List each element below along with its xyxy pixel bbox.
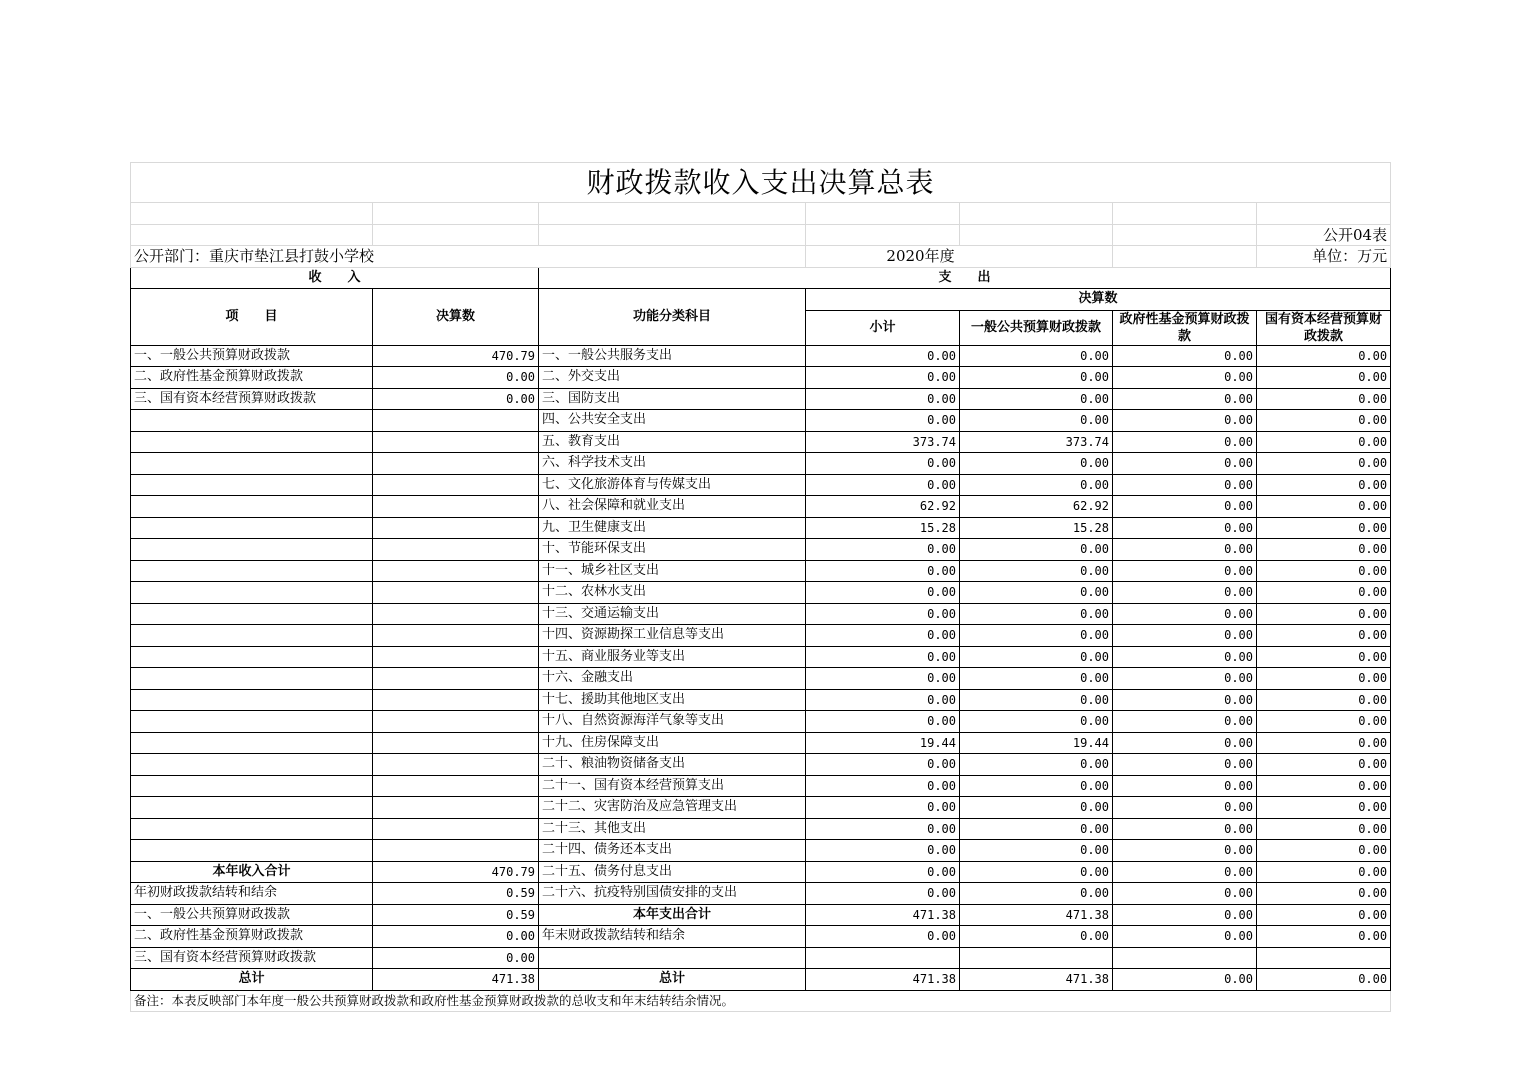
expense-subject-cell: 七、文化旅游体育与传媒支出 xyxy=(539,474,806,496)
income-amount-cell xyxy=(373,582,539,604)
state-capital-cell: 0.00 xyxy=(1257,668,1391,690)
state-capital-cell: 0.00 xyxy=(1257,539,1391,561)
state-capital-cell: 0.00 xyxy=(1257,904,1391,926)
subtotal-cell: 0.00 xyxy=(806,883,960,905)
general-budget-cell: 0.00 xyxy=(960,775,1113,797)
expense-subject-cell: 一、一般公共服务支出 xyxy=(539,345,806,367)
general-budget-header: 一般公共预算财政拨款 xyxy=(960,310,1113,345)
expense-subject-cell: 十一、城乡社区支出 xyxy=(539,560,806,582)
state-capital-cell: 0.00 xyxy=(1257,560,1391,582)
general-budget-cell: 0.00 xyxy=(960,388,1113,410)
income-amount-cell: 0.59 xyxy=(373,904,539,926)
income-item-cell xyxy=(131,775,373,797)
income-amount-cell xyxy=(373,431,539,453)
income-amount-cell: 0.00 xyxy=(373,926,539,948)
income-amount-cell xyxy=(373,517,539,539)
table-row xyxy=(131,603,1391,625)
state-capital-cell: 0.00 xyxy=(1257,625,1391,647)
general-budget-cell: 0.00 xyxy=(960,883,1113,905)
income-amount-cell: 0.00 xyxy=(373,367,539,389)
table-row xyxy=(131,517,1391,539)
general-budget-cell: 373.74 xyxy=(960,431,1113,453)
income-amount-cell xyxy=(373,539,539,561)
general-budget-cell: 0.00 xyxy=(960,754,1113,776)
table-row xyxy=(131,754,1391,776)
general-budget-cell: 0.00 xyxy=(960,668,1113,690)
subtotal-cell: 0.00 xyxy=(806,453,960,475)
general-budget-cell: 15.28 xyxy=(960,517,1113,539)
subtotal-cell: 0.00 xyxy=(806,818,960,840)
gov-fund-cell: 0.00 xyxy=(1113,732,1257,754)
state-capital-cell: 0.00 xyxy=(1257,474,1391,496)
table-row xyxy=(131,775,1391,797)
expense-subject-cell: 五、教育支出 xyxy=(539,431,806,453)
income-amount-cell: 0.00 xyxy=(373,388,539,410)
income-item-cell: 总计 xyxy=(131,969,373,991)
income-item-cell xyxy=(131,711,373,733)
gov-fund-header: 政府性基金预算财政拨款 xyxy=(1113,310,1257,345)
state-capital-cell: 0.00 xyxy=(1257,582,1391,604)
income-amount-cell: 470.79 xyxy=(373,345,539,367)
income-item-cell xyxy=(131,431,373,453)
general-budget-cell: 0.00 xyxy=(960,646,1113,668)
expense-subject-cell: 六、科学技术支出 xyxy=(539,453,806,475)
general-budget-cell: 0.00 xyxy=(960,367,1113,389)
subtotal-cell: 0.00 xyxy=(806,625,960,647)
gov-fund-cell xyxy=(1113,947,1257,969)
state-capital-cell: 0.00 xyxy=(1257,646,1391,668)
general-budget-cell: 0.00 xyxy=(960,560,1113,582)
general-budget-cell: 62.92 xyxy=(960,496,1113,518)
expense-subject-cell: 二十一、国有资本经营预算支出 xyxy=(539,775,806,797)
income-item-cell xyxy=(131,560,373,582)
expense-subject-cell: 十三、交通运输支出 xyxy=(539,603,806,625)
subtotal-cell: 0.00 xyxy=(806,711,960,733)
subtotal-cell: 0.00 xyxy=(806,582,960,604)
income-item-cell: 年初财政拨款结转和结余 xyxy=(131,883,373,905)
income-item-cell xyxy=(131,625,373,647)
final-amount-header: 决算数 xyxy=(806,289,1391,311)
income-amount-cell xyxy=(373,646,539,668)
table-row xyxy=(131,453,1391,475)
state-capital-cell: 0.00 xyxy=(1257,883,1391,905)
income-item-cell xyxy=(131,582,373,604)
gov-fund-cell: 0.00 xyxy=(1113,582,1257,604)
income-item-cell xyxy=(131,539,373,561)
state-capital-header: 国有资本经营预算财政拨款 xyxy=(1257,310,1391,345)
general-budget-cell xyxy=(960,947,1113,969)
state-capital-cell: 0.00 xyxy=(1257,926,1391,948)
state-capital-cell: 0.00 xyxy=(1257,711,1391,733)
expense-subject-cell: 八、社会保障和就业支出 xyxy=(539,496,806,518)
gov-fund-cell: 0.00 xyxy=(1113,926,1257,948)
table-row xyxy=(131,732,1391,754)
income-item-cell xyxy=(131,818,373,840)
income-amount-cell xyxy=(373,711,539,733)
general-budget-cell: 0.00 xyxy=(960,861,1113,883)
final-accounts-table xyxy=(130,162,1391,1012)
table-row xyxy=(131,496,1391,518)
table-row xyxy=(131,560,1391,582)
state-capital-cell: 0.00 xyxy=(1257,388,1391,410)
state-capital-cell: 0.00 xyxy=(1257,496,1391,518)
form-code: 公开04表 xyxy=(1257,224,1391,246)
general-budget-cell: 0.00 xyxy=(960,689,1113,711)
state-capital-cell: 0.00 xyxy=(1257,797,1391,819)
income-item-cell: 二、政府性基金预算财政拨款 xyxy=(131,367,373,389)
gov-fund-cell: 0.00 xyxy=(1113,539,1257,561)
gov-fund-cell: 0.00 xyxy=(1113,711,1257,733)
expense-subject-cell: 十、节能环保支出 xyxy=(539,539,806,561)
income-item-cell: 二、政府性基金预算财政拨款 xyxy=(131,926,373,948)
table-row xyxy=(131,668,1391,690)
subtotal-cell: 471.38 xyxy=(806,904,960,926)
expense-subject-cell: 十六、金融支出 xyxy=(539,668,806,690)
department-label: 公开部门：重庆市垫江县打鼓小学校 xyxy=(131,246,806,268)
table-row xyxy=(131,883,1391,905)
general-budget-cell: 0.00 xyxy=(960,410,1113,432)
income-amount-cell xyxy=(373,560,539,582)
expense-subject-cell: 九、卫生健康支出 xyxy=(539,517,806,539)
expense-subject-cell: 十二、农林水支出 xyxy=(539,582,806,604)
income-item-cell xyxy=(131,732,373,754)
state-capital-cell: 0.00 xyxy=(1257,410,1391,432)
expense-subject-cell: 四、公共安全支出 xyxy=(539,410,806,432)
income-item-cell xyxy=(131,474,373,496)
subtotal-cell: 0.00 xyxy=(806,474,960,496)
gov-fund-cell: 0.00 xyxy=(1113,646,1257,668)
gov-fund-cell: 0.00 xyxy=(1113,474,1257,496)
general-budget-cell: 0.00 xyxy=(960,345,1113,367)
gov-fund-cell: 0.00 xyxy=(1113,388,1257,410)
expense-subject-cell xyxy=(539,947,806,969)
gov-fund-cell: 0.00 xyxy=(1113,818,1257,840)
income-item-cell: 本年收入合计 xyxy=(131,861,373,883)
income-amount-cell xyxy=(373,453,539,475)
income-item-cell xyxy=(131,689,373,711)
general-budget-cell: 0.00 xyxy=(960,818,1113,840)
income-header: 收 入 xyxy=(131,267,539,289)
subtotal-cell: 0.00 xyxy=(806,560,960,582)
table-row xyxy=(131,904,1391,926)
subtotal-cell: 0.00 xyxy=(806,689,960,711)
gov-fund-cell: 0.00 xyxy=(1113,560,1257,582)
expense-subject-cell: 十七、援助其他地区支出 xyxy=(539,689,806,711)
gov-fund-cell: 0.00 xyxy=(1113,603,1257,625)
gov-fund-cell: 0.00 xyxy=(1113,453,1257,475)
table-title: 财政拨款收入支出决算总表 xyxy=(131,163,1391,203)
item-header: 项 目 xyxy=(131,289,373,346)
gov-fund-cell: 0.00 xyxy=(1113,969,1257,991)
income-item-cell xyxy=(131,517,373,539)
income-amount-cell xyxy=(373,732,539,754)
table-row xyxy=(131,711,1391,733)
fiscal-year: 2020年度 xyxy=(806,246,1113,268)
income-item-cell xyxy=(131,646,373,668)
income-amount-cell: 471.38 xyxy=(373,969,539,991)
income-amount-cell xyxy=(373,496,539,518)
expense-subject-cell: 十四、资源勘探工业信息等支出 xyxy=(539,625,806,647)
gov-fund-cell: 0.00 xyxy=(1113,883,1257,905)
income-amount-cell: 0.59 xyxy=(373,883,539,905)
expense-subject-cell: 二十四、债务还本支出 xyxy=(539,840,806,862)
income-amount-cell: 0.00 xyxy=(373,947,539,969)
income-item-cell: 三、国有资本经营预算财政拨款 xyxy=(131,388,373,410)
expense-subject-cell: 十五、商业服务业等支出 xyxy=(539,646,806,668)
table-row xyxy=(131,625,1391,647)
table-row xyxy=(131,861,1391,883)
state-capital-cell: 0.00 xyxy=(1257,840,1391,862)
income-amount-cell xyxy=(373,754,539,776)
general-budget-cell: 0.00 xyxy=(960,582,1113,604)
general-budget-cell: 0.00 xyxy=(960,603,1113,625)
gov-fund-cell: 0.00 xyxy=(1113,345,1257,367)
subtotal-cell: 0.00 xyxy=(806,797,960,819)
subtotal-cell: 471.38 xyxy=(806,969,960,991)
gov-fund-cell: 0.00 xyxy=(1113,861,1257,883)
table-row xyxy=(131,367,1391,389)
expense-subject-cell: 二、外交支出 xyxy=(539,367,806,389)
state-capital-cell: 0.00 xyxy=(1257,453,1391,475)
expense-subject-cell: 十八、自然资源海洋气象等支出 xyxy=(539,711,806,733)
subtotal-cell: 62.92 xyxy=(806,496,960,518)
subtotal-cell: 19.44 xyxy=(806,732,960,754)
general-budget-cell: 0.00 xyxy=(960,797,1113,819)
table-row xyxy=(131,474,1391,496)
state-capital-cell: 0.00 xyxy=(1257,345,1391,367)
expense-subject-cell: 二十三、其他支出 xyxy=(539,818,806,840)
expense-subject-cell: 本年支出合计 xyxy=(539,904,806,926)
table-row xyxy=(131,947,1391,969)
expense-subject-cell: 二十、粮油物资储备支出 xyxy=(539,754,806,776)
state-capital-cell: 0.00 xyxy=(1257,754,1391,776)
table-row xyxy=(131,926,1391,948)
subtotal-cell: 0.00 xyxy=(806,345,960,367)
income-item-cell xyxy=(131,603,373,625)
general-budget-cell: 0.00 xyxy=(960,926,1113,948)
income-amount-cell xyxy=(373,840,539,862)
income-item-cell: 一、一般公共预算财政拨款 xyxy=(131,904,373,926)
general-budget-cell: 471.38 xyxy=(960,904,1113,926)
subtotal-cell: 0.00 xyxy=(806,603,960,625)
table-row xyxy=(131,410,1391,432)
gov-fund-cell: 0.00 xyxy=(1113,904,1257,926)
income-item-cell: 三、国有资本经营预算财政拨款 xyxy=(131,947,373,969)
gov-fund-cell: 0.00 xyxy=(1113,625,1257,647)
income-amount-cell xyxy=(373,603,539,625)
income-item-cell xyxy=(131,668,373,690)
subtotal-cell: 0.00 xyxy=(806,410,960,432)
income-amount-cell xyxy=(373,689,539,711)
table-row xyxy=(131,840,1391,862)
subtotal-cell: 0.00 xyxy=(806,646,960,668)
income-item-cell xyxy=(131,797,373,819)
income-amount-cell xyxy=(373,797,539,819)
state-capital-cell: 0.00 xyxy=(1257,775,1391,797)
gov-fund-cell: 0.00 xyxy=(1113,517,1257,539)
subtotal-cell: 0.00 xyxy=(806,775,960,797)
subtotal-cell: 0.00 xyxy=(806,388,960,410)
func-subject-header: 功能分类科目 xyxy=(539,289,806,346)
table-note: 备注：本表反映部门本年度一般公共预算财政拨款和政府性基金预算财政拨款的总收支和年末结转结余情况。 xyxy=(131,990,1391,1012)
income-amount-cell xyxy=(373,668,539,690)
table-row xyxy=(131,388,1391,410)
table-row xyxy=(131,797,1391,819)
subtotal-cell xyxy=(806,947,960,969)
income-amount-cell xyxy=(373,625,539,647)
income-item-cell xyxy=(131,410,373,432)
income-item-cell xyxy=(131,840,373,862)
subtotal-cell: 0.00 xyxy=(806,539,960,561)
general-budget-cell: 19.44 xyxy=(960,732,1113,754)
general-budget-cell: 471.38 xyxy=(960,969,1113,991)
expense-subject-cell: 总计 xyxy=(539,969,806,991)
expense-subject-cell: 十九、住房保障支出 xyxy=(539,732,806,754)
expense-subject-cell: 三、国防支出 xyxy=(539,388,806,410)
general-budget-cell: 0.00 xyxy=(960,711,1113,733)
income-amount-cell xyxy=(373,818,539,840)
general-budget-cell: 0.00 xyxy=(960,625,1113,647)
table-row xyxy=(131,539,1391,561)
amount-header: 决算数 xyxy=(373,289,539,346)
table-row xyxy=(131,818,1391,840)
table-row xyxy=(131,582,1391,604)
gov-fund-cell: 0.00 xyxy=(1113,689,1257,711)
unit-label: 单位：万元 xyxy=(1257,246,1391,268)
subtotal-cell: 0.00 xyxy=(806,754,960,776)
gov-fund-cell: 0.00 xyxy=(1113,367,1257,389)
income-amount-cell xyxy=(373,474,539,496)
state-capital-cell: 0.00 xyxy=(1257,732,1391,754)
income-item-cell xyxy=(131,453,373,475)
table-row xyxy=(131,646,1391,668)
subtotal-cell: 373.74 xyxy=(806,431,960,453)
state-capital-cell: 0.00 xyxy=(1257,689,1391,711)
state-capital-cell: 0.00 xyxy=(1257,517,1391,539)
state-capital-cell: 0.00 xyxy=(1257,818,1391,840)
state-capital-cell xyxy=(1257,947,1391,969)
state-capital-cell: 0.00 xyxy=(1257,861,1391,883)
expense-header: 支 出 xyxy=(539,267,1391,289)
gov-fund-cell: 0.00 xyxy=(1113,754,1257,776)
subtotal-cell: 0.00 xyxy=(806,840,960,862)
gov-fund-cell: 0.00 xyxy=(1113,797,1257,819)
general-budget-cell: 0.00 xyxy=(960,453,1113,475)
expense-subject-cell: 二十五、债务付息支出 xyxy=(539,861,806,883)
table-row xyxy=(131,345,1391,367)
income-item-cell xyxy=(131,496,373,518)
table-row xyxy=(131,689,1391,711)
general-budget-cell: 0.00 xyxy=(960,474,1113,496)
gov-fund-cell: 0.00 xyxy=(1113,431,1257,453)
expense-subject-cell: 二十二、灾害防治及应急管理支出 xyxy=(539,797,806,819)
state-capital-cell: 0.00 xyxy=(1257,969,1391,991)
expense-subject-cell: 二十六、抗疫特别国债安排的支出 xyxy=(539,883,806,905)
table-row xyxy=(131,431,1391,453)
expense-subject-cell: 年末财政拨款结转和结余 xyxy=(539,926,806,948)
income-item-cell xyxy=(131,754,373,776)
income-amount-cell xyxy=(373,775,539,797)
gov-fund-cell: 0.00 xyxy=(1113,840,1257,862)
gov-fund-cell: 0.00 xyxy=(1113,410,1257,432)
table-row xyxy=(131,969,1391,991)
income-amount-cell: 470.79 xyxy=(373,861,539,883)
state-capital-cell: 0.00 xyxy=(1257,431,1391,453)
state-capital-cell: 0.00 xyxy=(1257,367,1391,389)
subtotal-cell: 0.00 xyxy=(806,668,960,690)
income-amount-cell xyxy=(373,410,539,432)
income-item-cell: 一、一般公共预算财政拨款 xyxy=(131,345,373,367)
subtotal-cell: 0.00 xyxy=(806,367,960,389)
subtotal-cell: 0.00 xyxy=(806,926,960,948)
general-budget-cell: 0.00 xyxy=(960,539,1113,561)
subtotal-cell: 15.28 xyxy=(806,517,960,539)
subtotal-cell: 0.00 xyxy=(806,861,960,883)
subtotal-header: 小计 xyxy=(806,310,960,345)
state-capital-cell: 0.00 xyxy=(1257,603,1391,625)
gov-fund-cell: 0.00 xyxy=(1113,496,1257,518)
gov-fund-cell: 0.00 xyxy=(1113,775,1257,797)
gov-fund-cell: 0.00 xyxy=(1113,668,1257,690)
general-budget-cell: 0.00 xyxy=(960,840,1113,862)
